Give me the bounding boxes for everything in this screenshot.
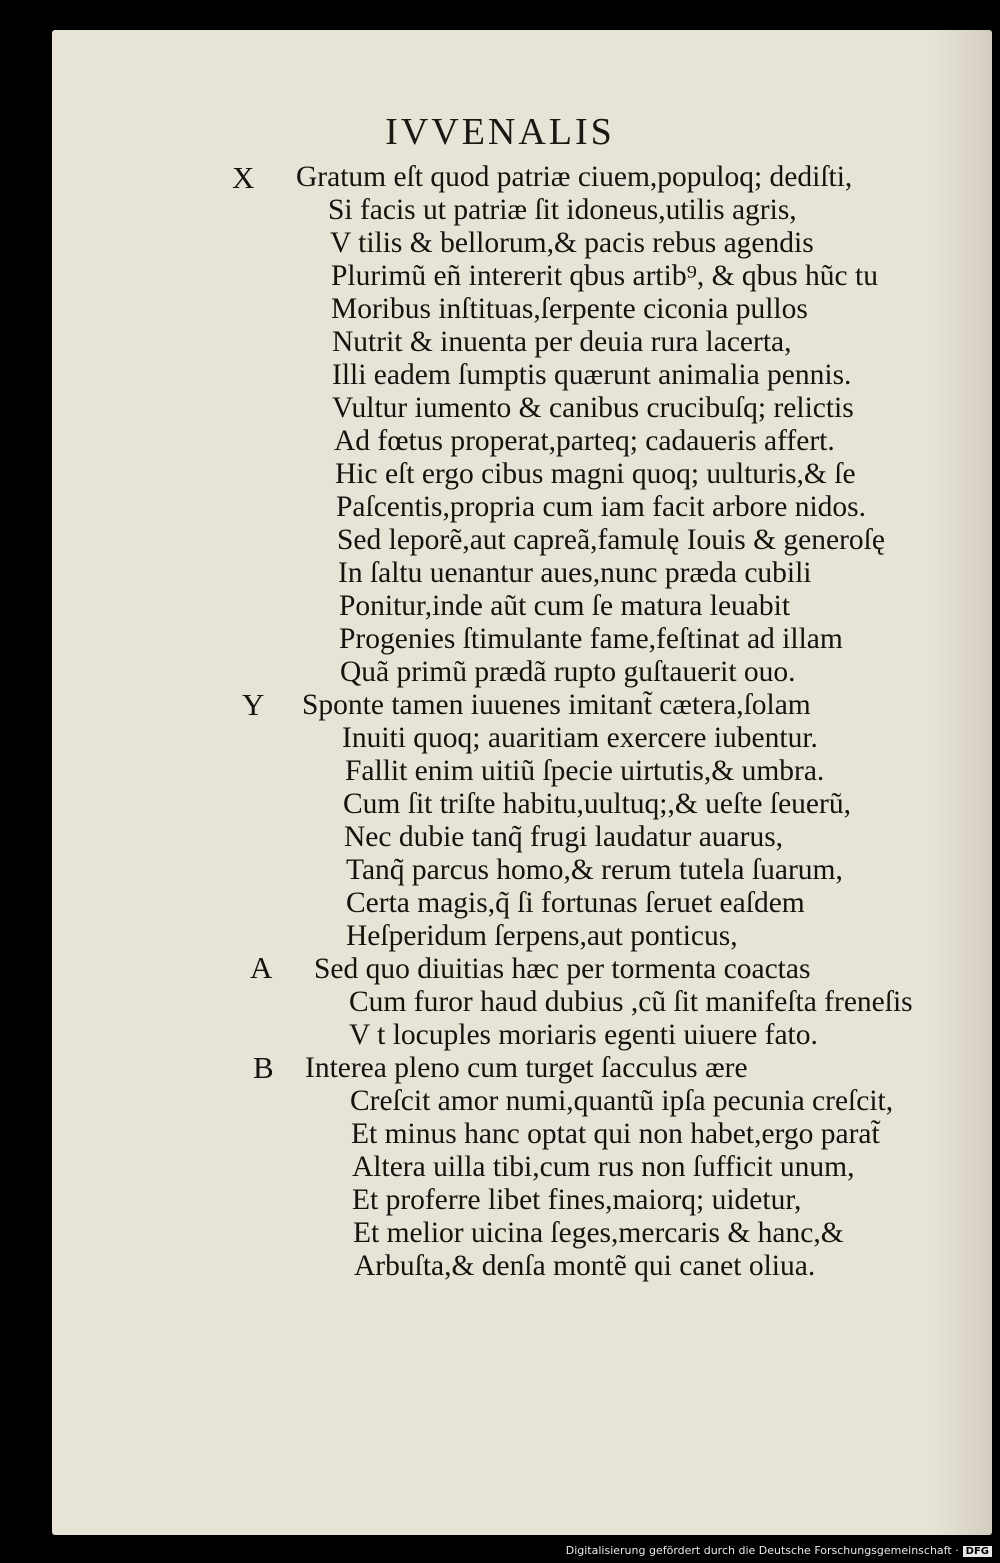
- text-line: Moribus inſtituas,ſerpente ciconia pullos: [331, 293, 808, 325]
- text-line: Gratum eſt quod patriæ ciuem,populoq; dediſti,: [296, 161, 853, 193]
- text-line: Arbuſta,& denſa montẽ qui canet oliua.: [354, 1250, 816, 1282]
- text-line: V t locuples moriaris egenti uiuere fato.: [349, 1019, 818, 1051]
- text-line: Cum furor haud dubius ,cũ ſit manifeſta freneſis: [349, 986, 913, 1018]
- text-line: Ponitur,inde aũt cum ſe matura leuabit: [339, 590, 791, 622]
- text-line: Et melior uicina ſeges,mercaris & hanc,&: [353, 1217, 844, 1249]
- section-marker: X: [232, 160, 255, 195]
- dfg-logo: DFG: [963, 1546, 992, 1557]
- text-line: Sed leporẽ,aut capreã,famulę Iouis & generoſę: [337, 524, 885, 556]
- credit-text: Digitalisierung gefördert durch die Deutsche Forschungsgemeinschaft ·: [565, 1544, 959, 1557]
- text-line: Sed quo diuitias hæc per tormenta coactas: [314, 953, 811, 985]
- text-line: Plurimũ eñ intererit qbus artib⁹, & qbus hũc tu: [331, 260, 878, 292]
- text-line: V tilis & bellorum,& pacis rebus agendis: [330, 227, 814, 259]
- text-line: Et proferre libet fines,maiorq; uidetur,: [352, 1184, 802, 1216]
- text-line: Interea pleno cum turget ſacculus ære: [305, 1052, 748, 1084]
- text-line: Creſcit amor numi,quantũ ipſa pecunia creſcit,: [350, 1085, 894, 1117]
- text-line: Tanq̃ parcus homo,& rerum tutela ſuarum,: [346, 854, 843, 886]
- text-line: Si facis ut patriæ ſit idoneus,utilis agris,: [328, 194, 797, 226]
- text-line: Sponte tamen iuuenes imitant̃ cætera,ſolam: [302, 689, 811, 721]
- section-marker: B: [253, 1050, 274, 1085]
- digitization-credit: [566, 1544, 992, 1557]
- text-line: Altera uilla tibi,cum rus non ſufficit unum,: [352, 1151, 855, 1183]
- text-line: Progenies ſtimulante fame,feſtinat ad illam: [339, 623, 843, 655]
- text-line: Fallit enim uitiũ ſpecie uirtutis,& umbra.: [345, 755, 825, 787]
- page-gutter-shadow: [932, 30, 992, 1535]
- running-head: IVVENALIS: [385, 111, 615, 153]
- text-line: Paſcentis,propria cum iam facit arbore nidos.: [336, 491, 867, 523]
- section-marker: Y: [242, 687, 265, 722]
- text-line: Hic eſt ergo cibus magni quoq; uulturis,& ſe: [335, 458, 856, 490]
- section-marker: A: [250, 950, 273, 985]
- text-line: Nutrit & inuenta per deuia rura lacerta,: [332, 326, 792, 358]
- text-line: Illi eadem ſumptis quærunt animalia pennis.: [332, 359, 852, 391]
- text-line: Et minus hanc optat qui non habet,ergo parat̃: [351, 1118, 880, 1150]
- text-line: Cum ſit triſte habitu,uultuq;,& ueſte ſeuerũ,: [343, 788, 851, 820]
- text-line: In ſaltu uenantur aues,nunc præda cubili: [338, 557, 812, 589]
- text-line: Quã primũ prædã rupto guſtauerit ouo.: [340, 656, 796, 688]
- text-line: Vultur iumento & canibus crucibuſq; relictis: [332, 392, 854, 424]
- text-line: Nec dubie tanq̃ frugi laudatur auarus,: [344, 821, 784, 853]
- text-line: Inuiti quoq; auaritiam exercere iubentur.: [342, 722, 818, 754]
- text-line: Certa magis,q̃ ſi fortunas ſeruet eaſdem: [346, 887, 805, 919]
- text-line: Ad fœtus properat,parteq; cadaueris affert.: [334, 425, 835, 457]
- text-line: Heſperidum ſerpens,aut ponticus,: [346, 920, 738, 952]
